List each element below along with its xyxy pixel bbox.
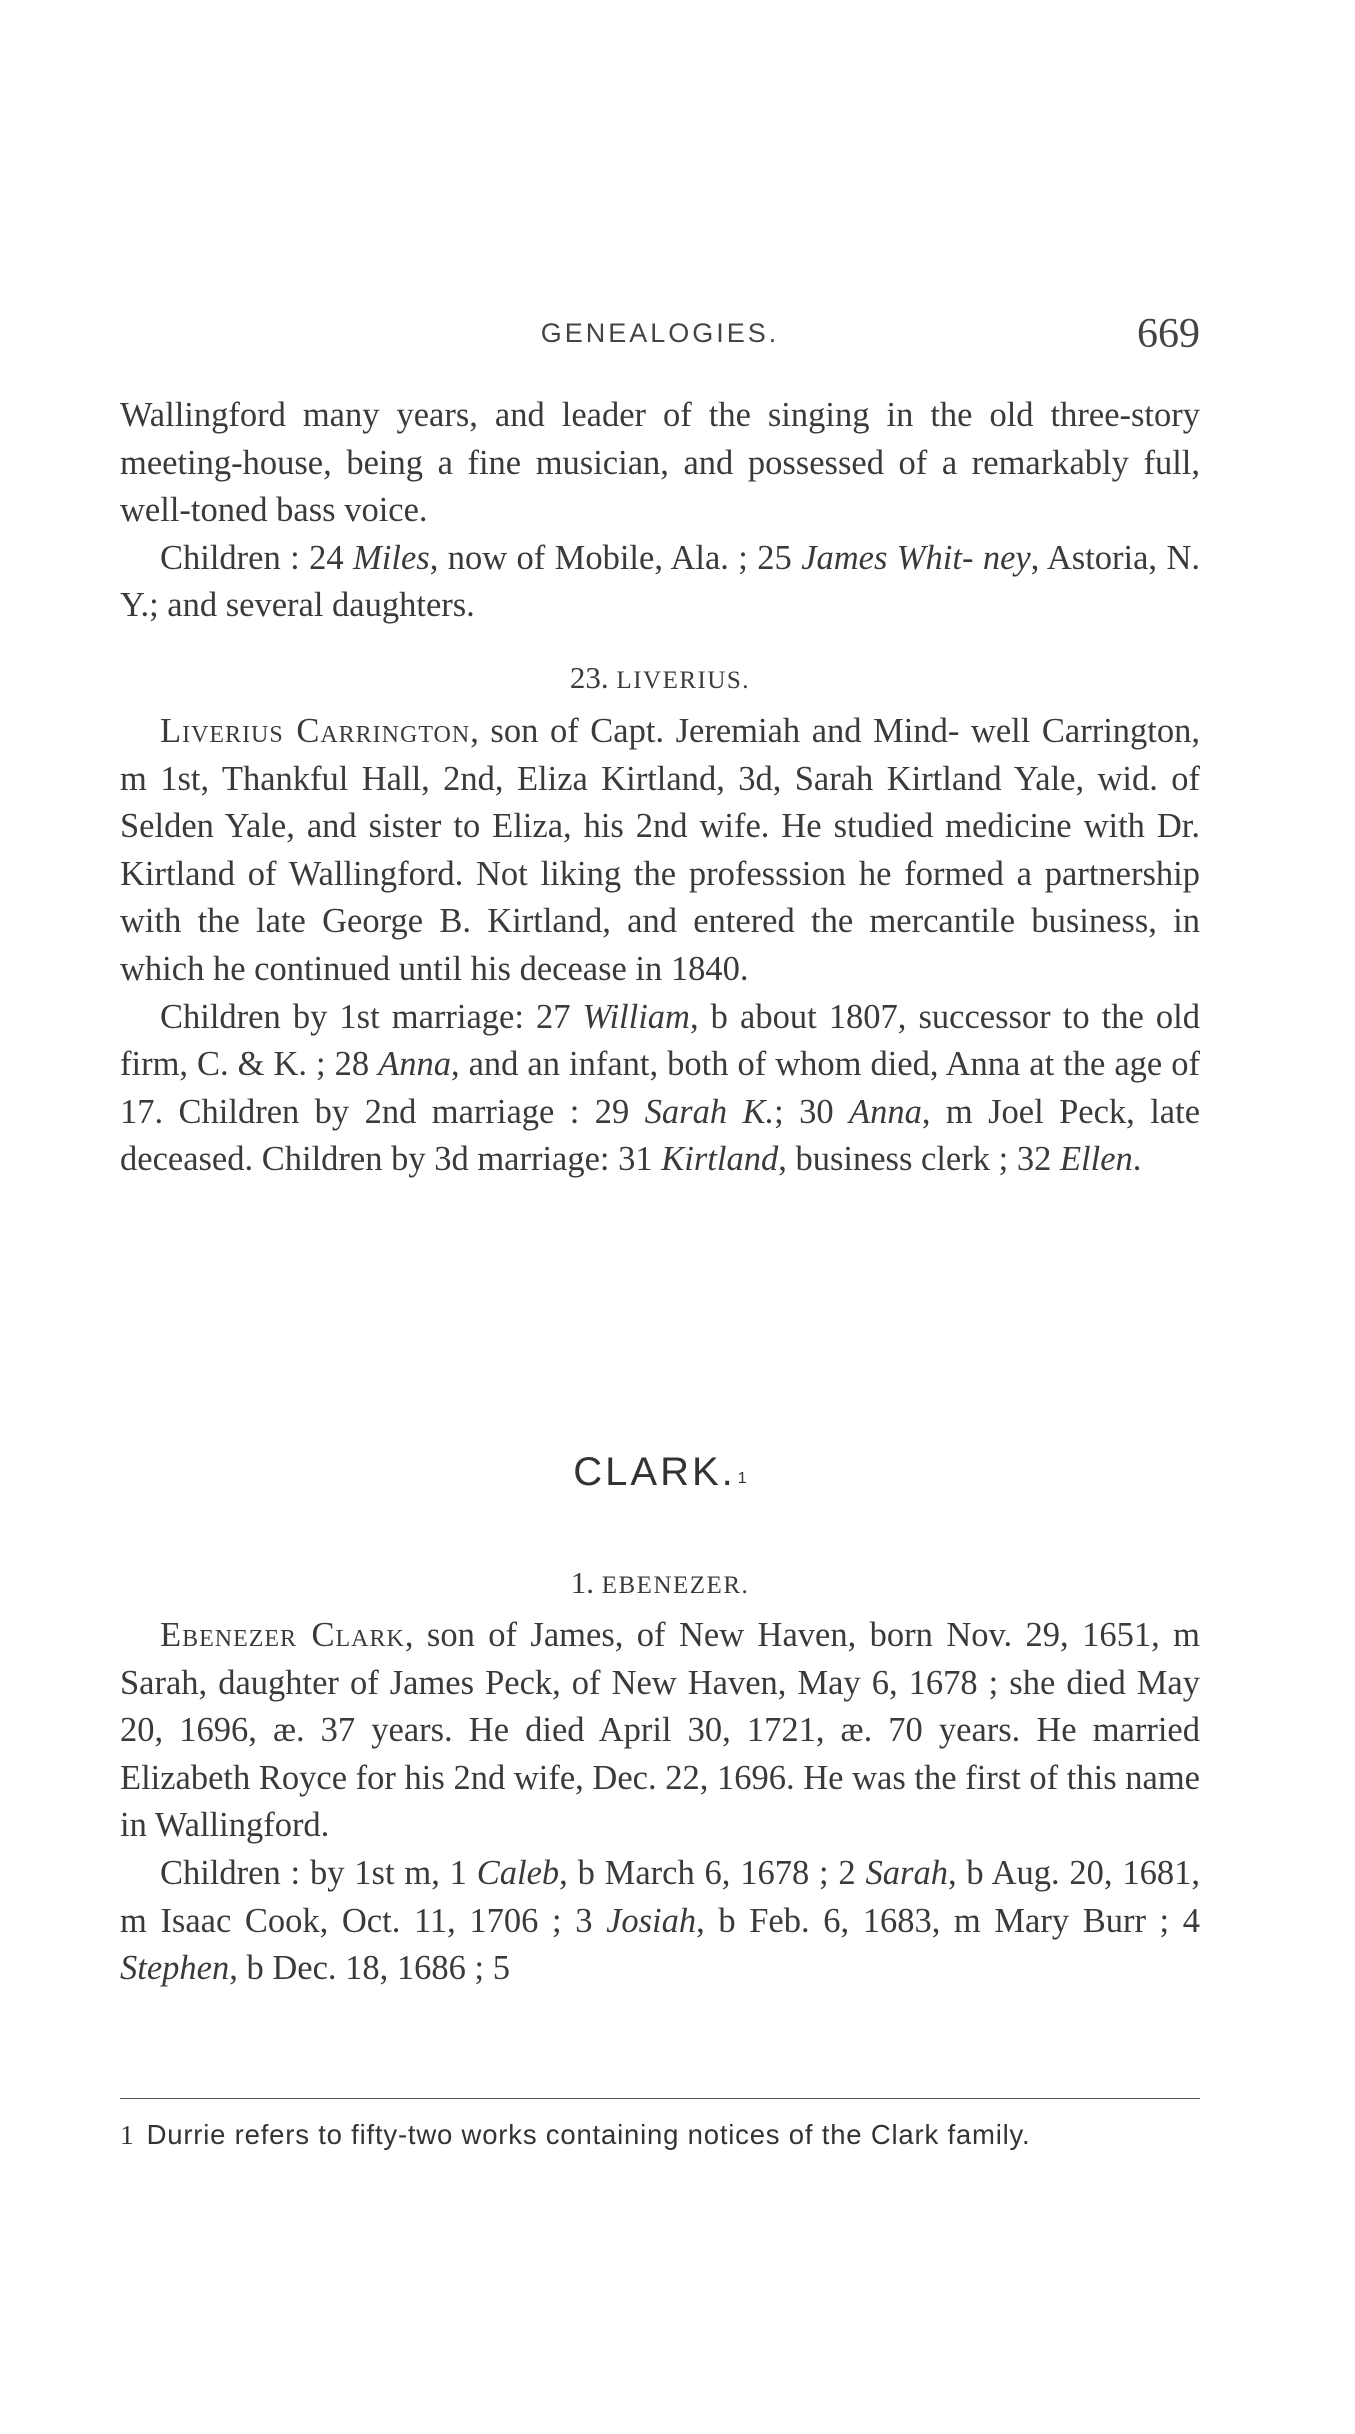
subheading-name: LIVERIUS. xyxy=(616,667,751,694)
subheading-number: 1. xyxy=(570,1565,594,1600)
name-sarah: Sarah xyxy=(865,1853,948,1892)
subheading-ebenezer xyxy=(120,1565,1200,1601)
name-james-whitney: James Whit- ney xyxy=(801,538,1031,577)
body-text-clark xyxy=(120,1612,1200,1993)
running-title: GENEALOGIES. xyxy=(540,318,780,348)
name-ellen: Ellen xyxy=(1059,1140,1133,1179)
name-sarah-k: Sarah K. xyxy=(644,1092,775,1131)
text-run: , son of Capt. Jeremiah and Mind- well Carrington, m 1st, Thankful Hall, 2nd, Eliza Kirtland, 3d, Sarah Kirtland Yale, wid. of Selden Yale, and sister to Eliza, his 2nd wife. He studied medicine with Dr. Kirtland of Wallingford. Not liking the professsion he formed a partnership with the late George B. Kirtland, and entered the mercantile business, in which he continued until his decease in 1840. xyxy=(120,712,1201,988)
footnote-text: Durrie refers to fifty-two works containing notices of the Clark family. xyxy=(146,2119,1031,2150)
text-run: , b Aug. 20, 1681, m Isaac Cook, Oct. 11, 1706 ; 3 xyxy=(120,1853,1200,1940)
name-miles: Miles xyxy=(353,538,430,577)
text-run: , and an infant, both of whom died, Anna at the age of 17. Children by 2nd marriage : 29 xyxy=(120,1045,1200,1131)
text-run: , b Dec. 18, 1686 ; 5 xyxy=(229,1949,510,1988)
person-name-ebenezer-clark: Ebenezer Clark xyxy=(160,1616,405,1654)
text-run: , Astoria, N. Y.; and several daughters. xyxy=(120,538,1200,625)
text-run: Children : 24 xyxy=(160,538,354,577)
paragraph-children-ebenezer xyxy=(120,1850,1200,1993)
running-head xyxy=(120,311,1200,368)
subheading-number: 23. xyxy=(569,660,609,695)
text-run: Children : by 1st m, 1 xyxy=(160,1853,477,1892)
text-run: , business clerk ; 32 xyxy=(778,1140,1060,1179)
paragraph-children-liverius xyxy=(120,994,1200,1184)
name-kirtland: Kirtland xyxy=(661,1140,779,1179)
body-text-upper xyxy=(120,392,1200,630)
name-anna: Anna xyxy=(378,1045,451,1084)
text-run: Children by 1st marriage: 27 xyxy=(160,997,583,1036)
footnote xyxy=(120,2112,1200,2158)
text-run: , b Feb. 6, 1683, m Mary Burr ; 4 xyxy=(696,1901,1200,1940)
subheading-liverius xyxy=(120,660,1200,696)
section-title-clark xyxy=(120,1450,1200,1495)
text-run: . xyxy=(1132,1140,1142,1179)
text-run: , b March 6, 1678 ; 2 xyxy=(559,1853,866,1892)
paragraph-liverius xyxy=(120,708,1200,994)
text-run: , now of Mobile, Ala. ; 25 xyxy=(429,538,802,577)
text-run: , b about 1807, successor to the old firm, C. & K. ; 28 xyxy=(120,997,1200,1084)
text-run: , son of James, of New Haven, born Nov. 29, 1651, m Sarah, daughter of James Peck, of New Haven, May 6, 1678 ; she died May 20, 1696, æ. 37 years. He died April 30, 1721, æ. 70 years. He married Elizabeth Royce for his 2nd wife, Dec. 22, 1696. He was the first of this name in Wallingford. xyxy=(120,1616,1200,1845)
footnote-reference[interactable]: 1 xyxy=(737,1470,747,1487)
paragraph-ebenezer xyxy=(120,1612,1200,1850)
footnote-mark: 1 xyxy=(120,2119,135,2150)
name-william: William xyxy=(582,997,690,1036)
name-caleb: Caleb xyxy=(476,1853,560,1892)
name-anna: Anna xyxy=(849,1092,922,1131)
body-text-liverius xyxy=(120,708,1200,1184)
person-name-liverius-carrington: Liverius Carrington xyxy=(160,712,471,750)
text-run: , m Joel Peck, late deceased. Children by 3d marriage: 31 xyxy=(120,1092,1201,1179)
footnote-divider xyxy=(120,2098,1200,2099)
page-number: 669 xyxy=(1137,311,1200,357)
text-run: ; 30 xyxy=(774,1092,850,1131)
paragraph-intro: Wallingford many years, and leader of the singing in the old three-story meeting-house, being a fine musician, and possessed of a remarkably full, well-toned bass voice. xyxy=(120,396,1200,530)
subheading-name: EBENEZER. xyxy=(601,1572,750,1599)
name-stephen: Stephen xyxy=(120,1949,230,1988)
paragraph-children-carrington xyxy=(120,535,1200,630)
section-title-text: CLARK. xyxy=(573,1450,736,1494)
name-josiah: Josiah xyxy=(606,1901,697,1940)
book-page xyxy=(120,0,1200,2434)
